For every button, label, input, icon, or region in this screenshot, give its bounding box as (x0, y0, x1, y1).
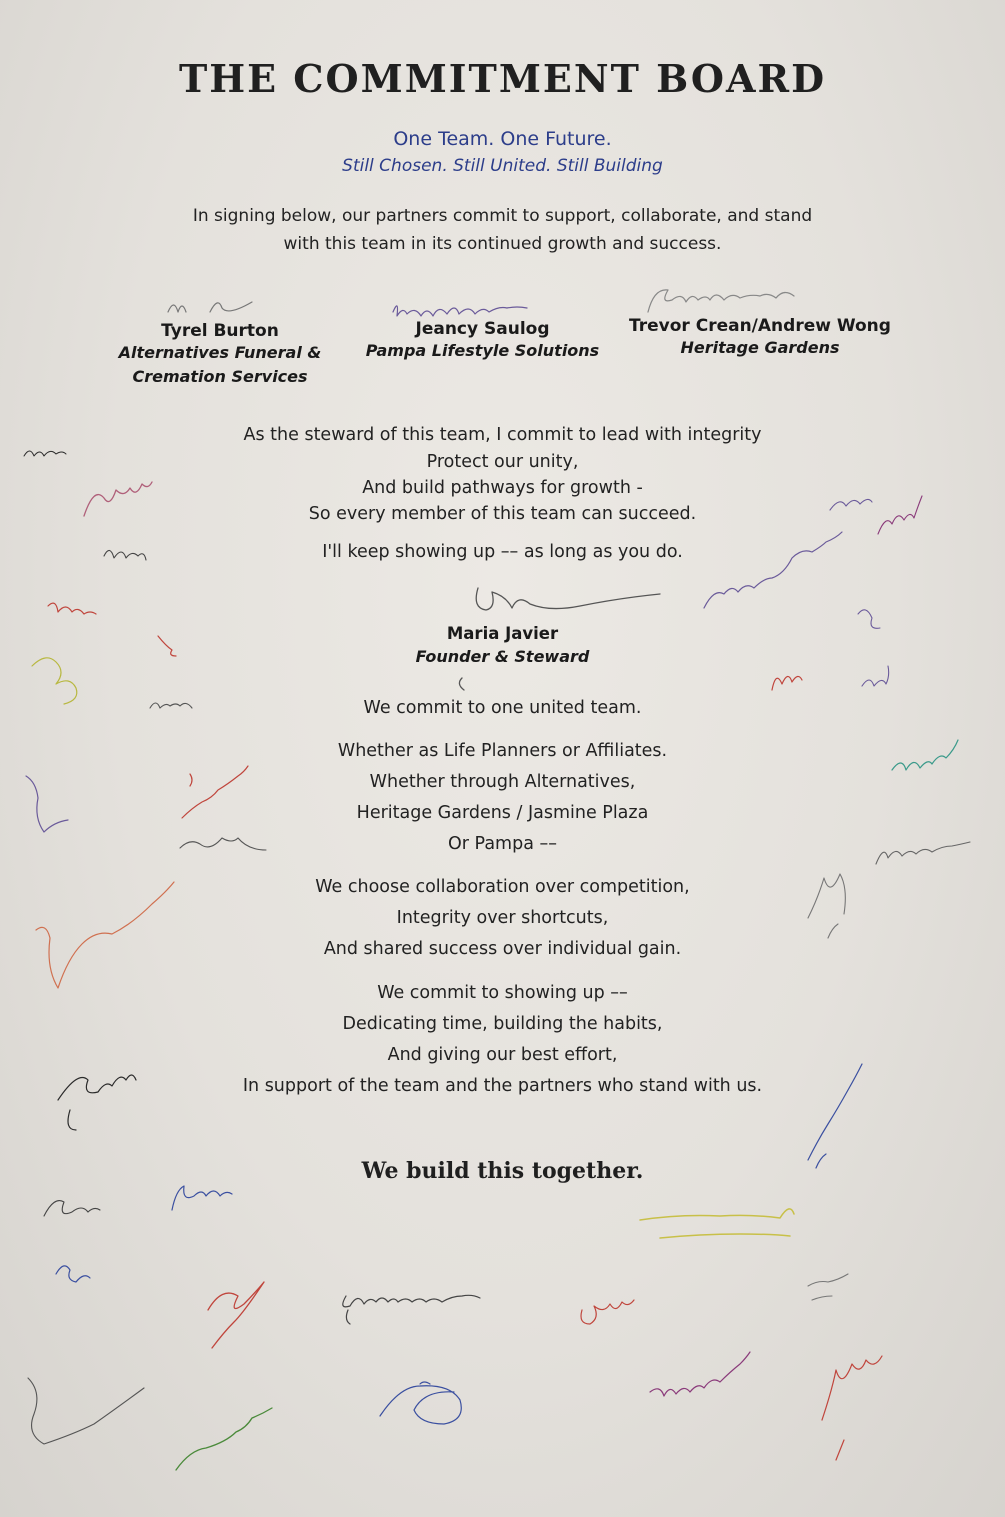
handwritten-signature (44, 1201, 100, 1216)
handwritten-signature (176, 1408, 272, 1470)
team-pledge-line: And giving our best effort, (387, 1045, 618, 1065)
team-pledge-line: We choose collaboration over competition, (315, 877, 690, 897)
team-pledge-line: Integrity over shortcuts, (396, 908, 609, 928)
handwritten-signature (56, 1266, 90, 1282)
handwritten-signature (343, 1295, 480, 1324)
partner-name: Jeancy Saulog (415, 319, 550, 339)
steward-pledge-line: I'll keep showing up –– as long as you do. (322, 542, 683, 562)
partner-org: Cremation Services (132, 367, 308, 386)
team-pledge-line: In support of the team and the partners who stand with us. (242, 1076, 763, 1096)
steward-role: Founder & Steward (415, 647, 590, 666)
handwritten-signature (772, 676, 802, 690)
handwritten-signature (648, 290, 794, 312)
closing-line: We build this together. (361, 1158, 644, 1184)
partner-block (625, 316, 895, 360)
intro-line: In signing below, our partners commit to support, collaborate, and stand (192, 206, 813, 226)
handwritten-signature (172, 1186, 232, 1210)
partner-org: Heritage Gardens (680, 338, 840, 357)
handwritten-signature (393, 306, 527, 316)
handwritten-signature (36, 882, 174, 988)
tagline: One Team. One Future. (393, 128, 612, 150)
handwritten-signature (380, 1382, 461, 1424)
steward-pledge-line: As the steward of this team, I commit to lead with integrity (243, 425, 762, 445)
handwritten-signature (640, 1209, 794, 1238)
intro-line: with this team in its continued growth and success. (283, 234, 722, 254)
handwritten-signature (650, 1352, 750, 1396)
board-title: THE COMMITMENT BOARD (178, 56, 827, 101)
steward-pledge-line: So every member of this team can succeed. (308, 504, 697, 524)
handwritten-signature (581, 1300, 634, 1324)
team-pledge-line: Or Pampa –– (448, 834, 557, 854)
handwritten-signature (822, 1356, 882, 1460)
partner-name: Tyrel Burton (161, 321, 279, 341)
team-pledge-line: Heritage Gardens / Jasmine Plaza (356, 803, 649, 823)
handwritten-signature (862, 666, 889, 686)
handwritten-signature (168, 302, 252, 312)
handwritten-signature (808, 1274, 848, 1300)
handwritten-signature (28, 1378, 144, 1444)
handwritten-signature (48, 603, 96, 614)
team-pledge-line: We commit to one united team. (363, 698, 642, 718)
steward-pledge-line: Protect our unity, (426, 452, 579, 472)
team-pledge-line: Whether through Alternatives, (369, 772, 636, 792)
partner-org: Alternatives Funeral & (118, 343, 322, 362)
partner-org: Pampa Lifestyle Solutions (365, 341, 600, 360)
team-pledge-line: Dedicating time, building the habits, (342, 1014, 663, 1034)
tagline-sub: Still Chosen. Still United. Still Building (342, 156, 663, 176)
partner-block (355, 319, 610, 363)
team-pledge-line: Whether as Life Planners or Affiliates. (337, 741, 668, 761)
partner-name: Trevor Crean/Andrew Wong (629, 316, 891, 336)
partner-block (100, 321, 340, 389)
team-pledge-line: We commit to showing up –– (377, 983, 628, 1003)
steward-name: Maria Javier (446, 624, 559, 643)
steward-pledge-line: And build pathways for growth - (362, 478, 643, 498)
team-pledge-line: And shared success over individual gain. (323, 939, 682, 959)
handwritten-signature (208, 1282, 264, 1348)
